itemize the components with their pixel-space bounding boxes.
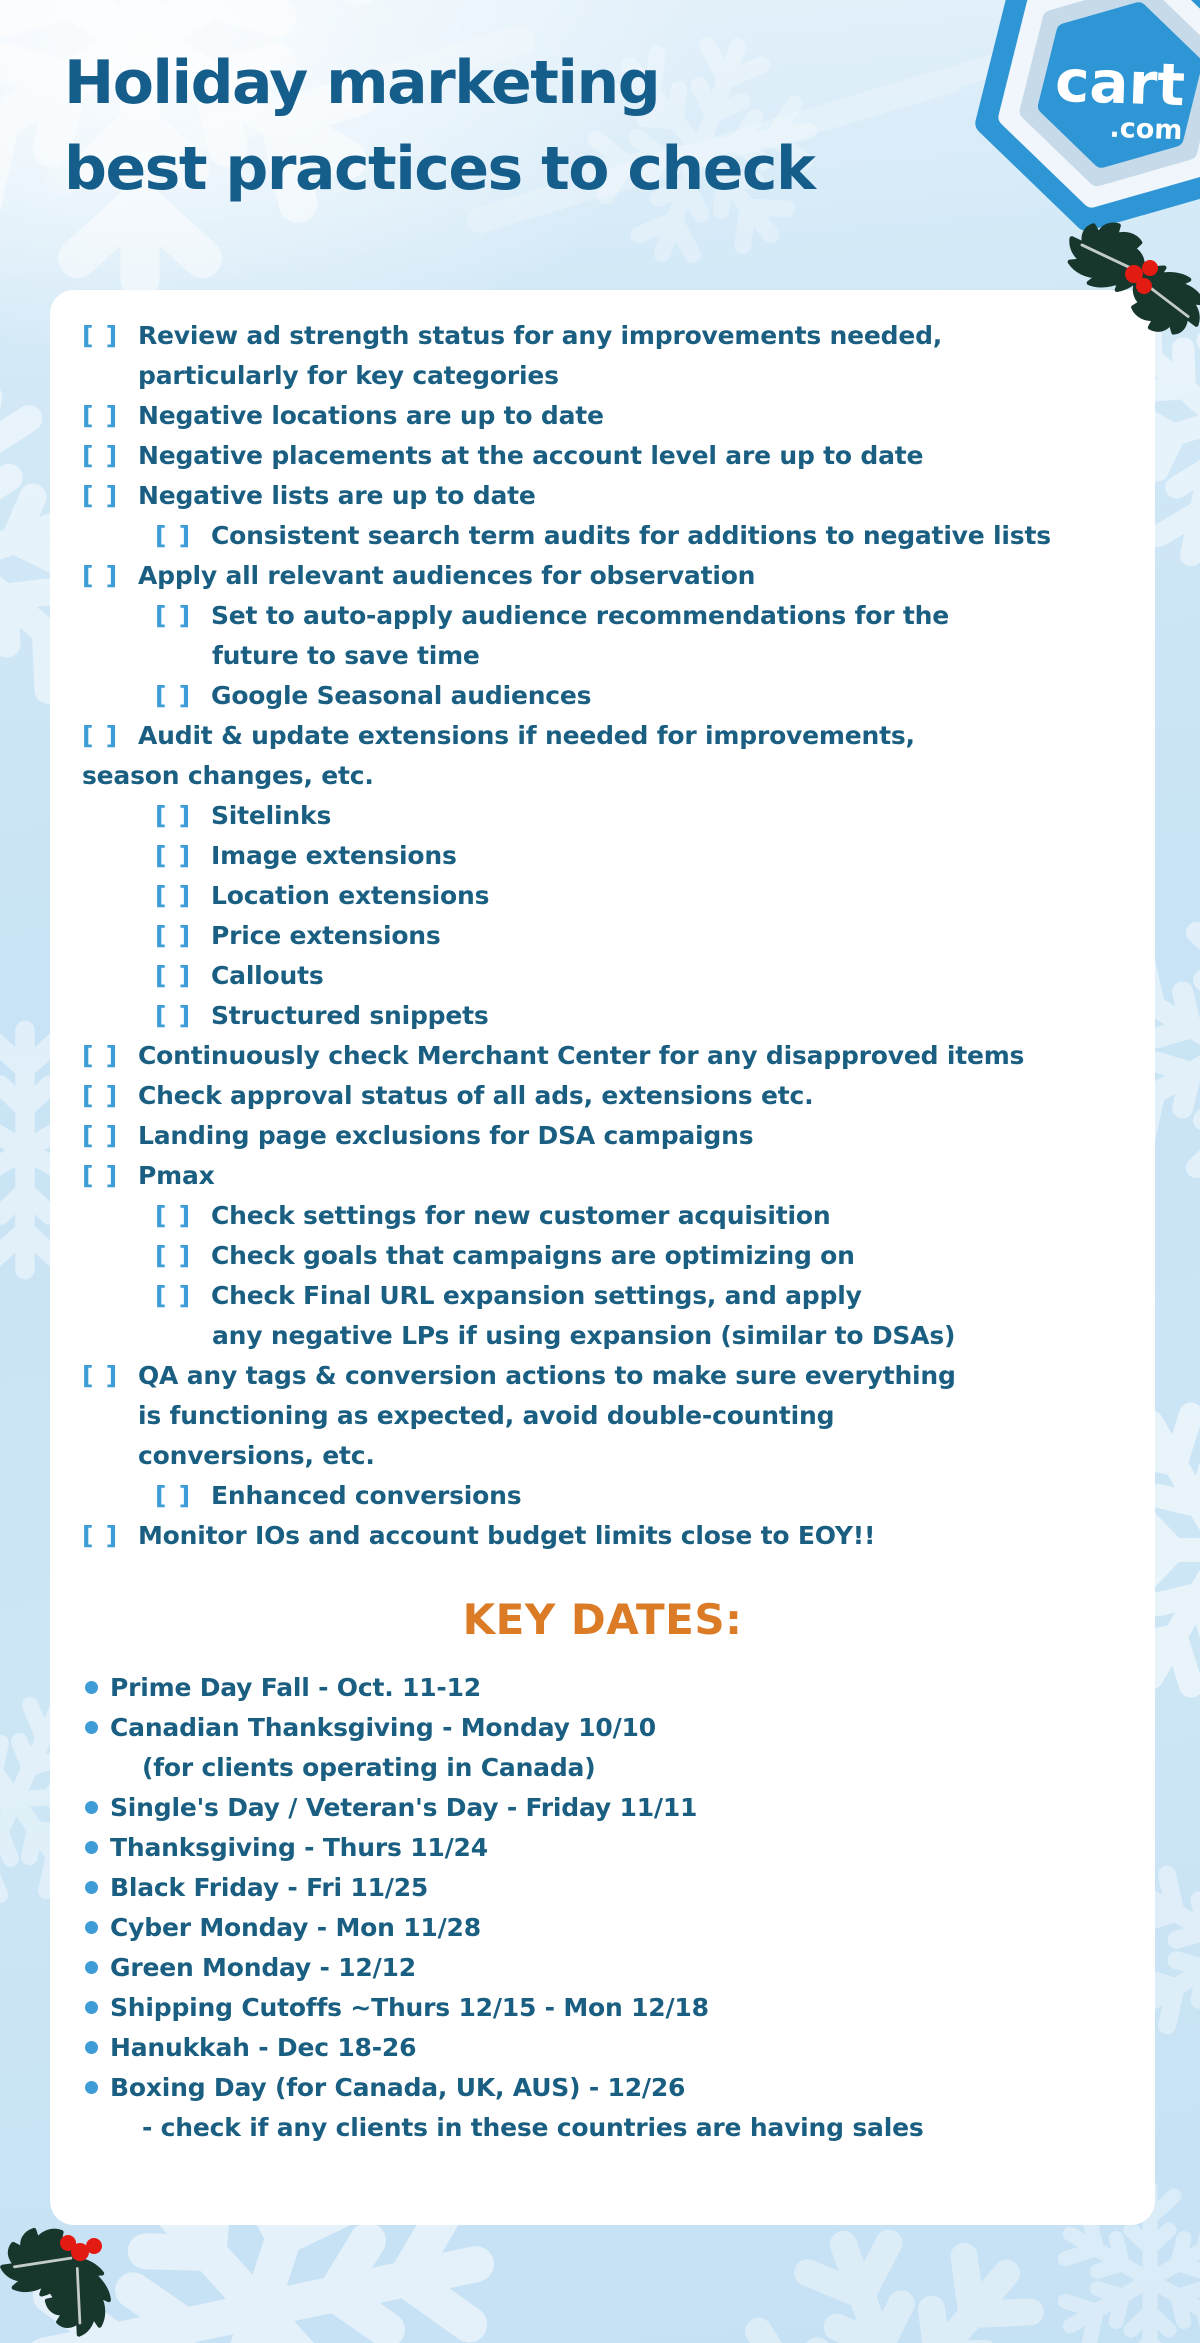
key-date-item — [50, 2068, 1155, 2108]
key-date-text: Shipping Cutoffs ~Thurs 12/15 - Mon 12/18 — [110, 1993, 709, 2022]
key-date-item — [50, 1668, 1155, 1708]
checkbox-brackets-icon: [ ] — [82, 721, 117, 750]
key-dates-list — [50, 1668, 1155, 2148]
bullet-dot-icon — [85, 2041, 98, 2054]
checklist-item-text: particularly for key categories — [138, 361, 559, 390]
checkbox-brackets-icon: [ ] — [82, 481, 117, 510]
checklist-item — [50, 1276, 1155, 1316]
checkbox-brackets-icon: [ ] — [155, 1481, 190, 1510]
checklist-item-text: Monitor IOs and account budget limits close to EOY!! — [138, 1521, 876, 1550]
key-date-text: Boxing Day (for Canada, UK, AUS) - 12/26 — [110, 2073, 686, 2102]
checklist-item-text: Enhanced conversions — [211, 1481, 522, 1510]
checklist-item-continuation — [50, 1436, 1155, 1476]
checkbox-brackets-icon: [ ] — [82, 1161, 117, 1190]
checkbox-brackets-icon: [ ] — [155, 521, 190, 550]
checklist-item-text: Apply all relevant audiences for observation — [138, 561, 756, 590]
checkbox-brackets-icon: [ ] — [155, 921, 190, 950]
checkbox-brackets-icon: [ ] — [82, 1081, 117, 1110]
checklist-item — [50, 1476, 1155, 1516]
checklist-item-text: Check approval status of all ads, extensions etc. — [138, 1081, 814, 1110]
bullet-dot-icon — [85, 1881, 98, 1894]
checklist-item-text: conversions, etc. — [138, 1441, 375, 1470]
cart-logo — [975, 0, 1200, 250]
checklist-item-text: future to save time — [212, 641, 480, 670]
checkbox-brackets-icon: [ ] — [82, 561, 117, 590]
checklist-item — [50, 836, 1155, 876]
checklist-item-text: Check settings for new customer acquisition — [211, 1201, 831, 1230]
checklist-item-continuation — [50, 756, 1155, 796]
checklist-item-text: Google Seasonal audiences — [211, 681, 592, 710]
key-date-item — [50, 1868, 1155, 1908]
checklist-item — [50, 996, 1155, 1036]
key-date-item — [50, 1828, 1155, 1868]
key-date-text: - check if any clients in these countries are having sales — [142, 2113, 924, 2142]
checklist-item — [50, 556, 1155, 596]
checklist-item-text: Image extensions — [211, 841, 457, 870]
checklist-item-continuation — [50, 636, 1155, 676]
checklist-item — [50, 1156, 1155, 1196]
checklist-item-text: Pmax — [138, 1161, 215, 1190]
checklist-item-text: Negative placements at the account level are up to date — [138, 441, 924, 470]
checkbox-brackets-icon: [ ] — [155, 601, 190, 630]
checklist-item-text: Callouts — [211, 961, 324, 990]
key-date-text: Cyber Monday - Mon 11/28 — [110, 1913, 481, 1942]
checklist-item-text: Continuously check Merchant Center for any disapproved items — [138, 1041, 1025, 1070]
checklist-item-text: season changes, etc. — [82, 761, 374, 790]
checkbox-brackets-icon: [ ] — [82, 321, 117, 350]
key-date-text: Green Monday - 12/12 — [110, 1953, 416, 1982]
checklist-item-text: any negative LPs if using expansion (similar to DSAs) — [212, 1321, 956, 1350]
key-date-text: Single's Day / Veteran's Day - Friday 11/11 — [110, 1793, 698, 1822]
checklist-item-continuation — [50, 1316, 1155, 1356]
checklist-item-continuation — [50, 1396, 1155, 1436]
checklist-item-text: is functioning as expected, avoid double-counting — [138, 1401, 835, 1430]
key-date-text: Thanksgiving - Thurs 11/24 — [110, 1833, 488, 1862]
checklist-item-text: Negative locations are up to date — [138, 401, 604, 430]
checklist-item — [50, 316, 1155, 356]
checkbox-brackets-icon: [ ] — [155, 1201, 190, 1230]
title-line-2: best practices to check — [64, 134, 815, 204]
checkbox-brackets-icon: [ ] — [155, 881, 190, 910]
key-dates-heading: KEY DATES: — [462, 1595, 743, 1644]
bullet-dot-icon — [85, 2081, 98, 2094]
poster-title — [64, 40, 814, 212]
checklist-item-text: Sitelinks — [211, 801, 332, 830]
checklist-item — [50, 916, 1155, 956]
checkbox-brackets-icon: [ ] — [155, 1001, 190, 1030]
key-date-item — [50, 2028, 1155, 2068]
checkbox-brackets-icon: [ ] — [82, 1521, 117, 1550]
cart-logo-tld: .com — [1108, 112, 1183, 147]
checklist-item-text: Price extensions — [211, 921, 441, 950]
checklist-item-text: QA any tags & conversion actions to make sure everything — [138, 1361, 956, 1390]
checklist-item — [50, 476, 1155, 516]
title-line-1: Holiday marketing — [64, 48, 660, 118]
checklist-item — [50, 596, 1155, 636]
key-date-item — [50, 1788, 1155, 1828]
key-date-item — [50, 1708, 1155, 1748]
key-date-text: Hanukkah - Dec 18-26 — [110, 2033, 417, 2062]
checklist-item-text: Check Final URL expansion settings, and apply — [211, 1281, 862, 1310]
checklist-item — [50, 676, 1155, 716]
checklist-item-text: Landing page exclusions for DSA campaigns — [138, 1121, 754, 1150]
checklist — [50, 290, 1155, 1556]
checkbox-brackets-icon: [ ] — [82, 401, 117, 430]
checklist-item — [50, 516, 1155, 556]
key-date-item — [50, 1908, 1155, 1948]
key-date-item — [50, 1948, 1155, 1988]
checklist-item — [50, 436, 1155, 476]
key-date-text: Canadian Thanksgiving - Monday 10/10 — [110, 1713, 656, 1742]
checkbox-brackets-icon: [ ] — [155, 961, 190, 990]
checklist-item-text: Consistent search term audits for additions to negative lists — [211, 521, 1051, 550]
checklist-card — [50, 290, 1155, 2225]
checkbox-brackets-icon: [ ] — [82, 1361, 117, 1390]
checklist-item-text: Check goals that campaigns are optimizing on — [211, 1241, 855, 1270]
checkbox-brackets-icon: [ ] — [155, 681, 190, 710]
checklist-item — [50, 716, 1155, 756]
checklist-item — [50, 1236, 1155, 1276]
key-date-item-continuation — [50, 1748, 1155, 1788]
checklist-item — [50, 396, 1155, 436]
checklist-item-text: Set to auto-apply audience recommendations for the — [211, 601, 949, 630]
key-date-item-continuation — [50, 2108, 1155, 2148]
bullet-dot-icon — [85, 1721, 98, 1734]
checkbox-brackets-icon: [ ] — [82, 1041, 117, 1070]
checklist-item — [50, 1516, 1155, 1556]
checkbox-brackets-icon: [ ] — [155, 1241, 190, 1270]
checklist-item — [50, 876, 1155, 916]
checklist-item-text: Structured snippets — [211, 1001, 489, 1030]
bullet-dot-icon — [85, 1681, 98, 1694]
checkbox-brackets-icon: [ ] — [155, 801, 190, 830]
bullet-dot-icon — [85, 1921, 98, 1934]
checklist-item — [50, 1356, 1155, 1396]
checklist-item — [50, 1196, 1155, 1236]
checklist-item — [50, 796, 1155, 836]
key-date-text: Prime Day Fall - Oct. 11-12 — [110, 1673, 481, 1702]
bullet-dot-icon — [85, 1841, 98, 1854]
checklist-item — [50, 956, 1155, 996]
key-date-item — [50, 1988, 1155, 2028]
checklist-item — [50, 1036, 1155, 1076]
bullet-dot-icon — [85, 1801, 98, 1814]
checkbox-brackets-icon: [ ] — [155, 1281, 190, 1310]
checkbox-brackets-icon: [ ] — [82, 441, 117, 470]
checklist-item — [50, 1076, 1155, 1116]
key-date-text: Black Friday - Fri 11/25 — [110, 1873, 429, 1902]
checklist-item-continuation — [50, 356, 1155, 396]
key-date-text: (for clients operating in Canada) — [142, 1753, 596, 1782]
checklist-item-text: Location extensions — [211, 881, 490, 910]
checklist-item — [50, 1116, 1155, 1156]
checklist-item-text: Audit & update extensions if needed for improvements, — [138, 721, 915, 750]
checkbox-brackets-icon: [ ] — [82, 1121, 117, 1150]
checklist-item-text: Negative lists are up to date — [138, 481, 536, 510]
checklist-item-text: Review ad strength status for any improvements needed, — [138, 321, 943, 350]
bullet-dot-icon — [85, 2001, 98, 2014]
bullet-dot-icon — [85, 1961, 98, 1974]
cart-logo-brand: cart — [1053, 46, 1187, 120]
checkbox-brackets-icon: [ ] — [155, 841, 190, 870]
